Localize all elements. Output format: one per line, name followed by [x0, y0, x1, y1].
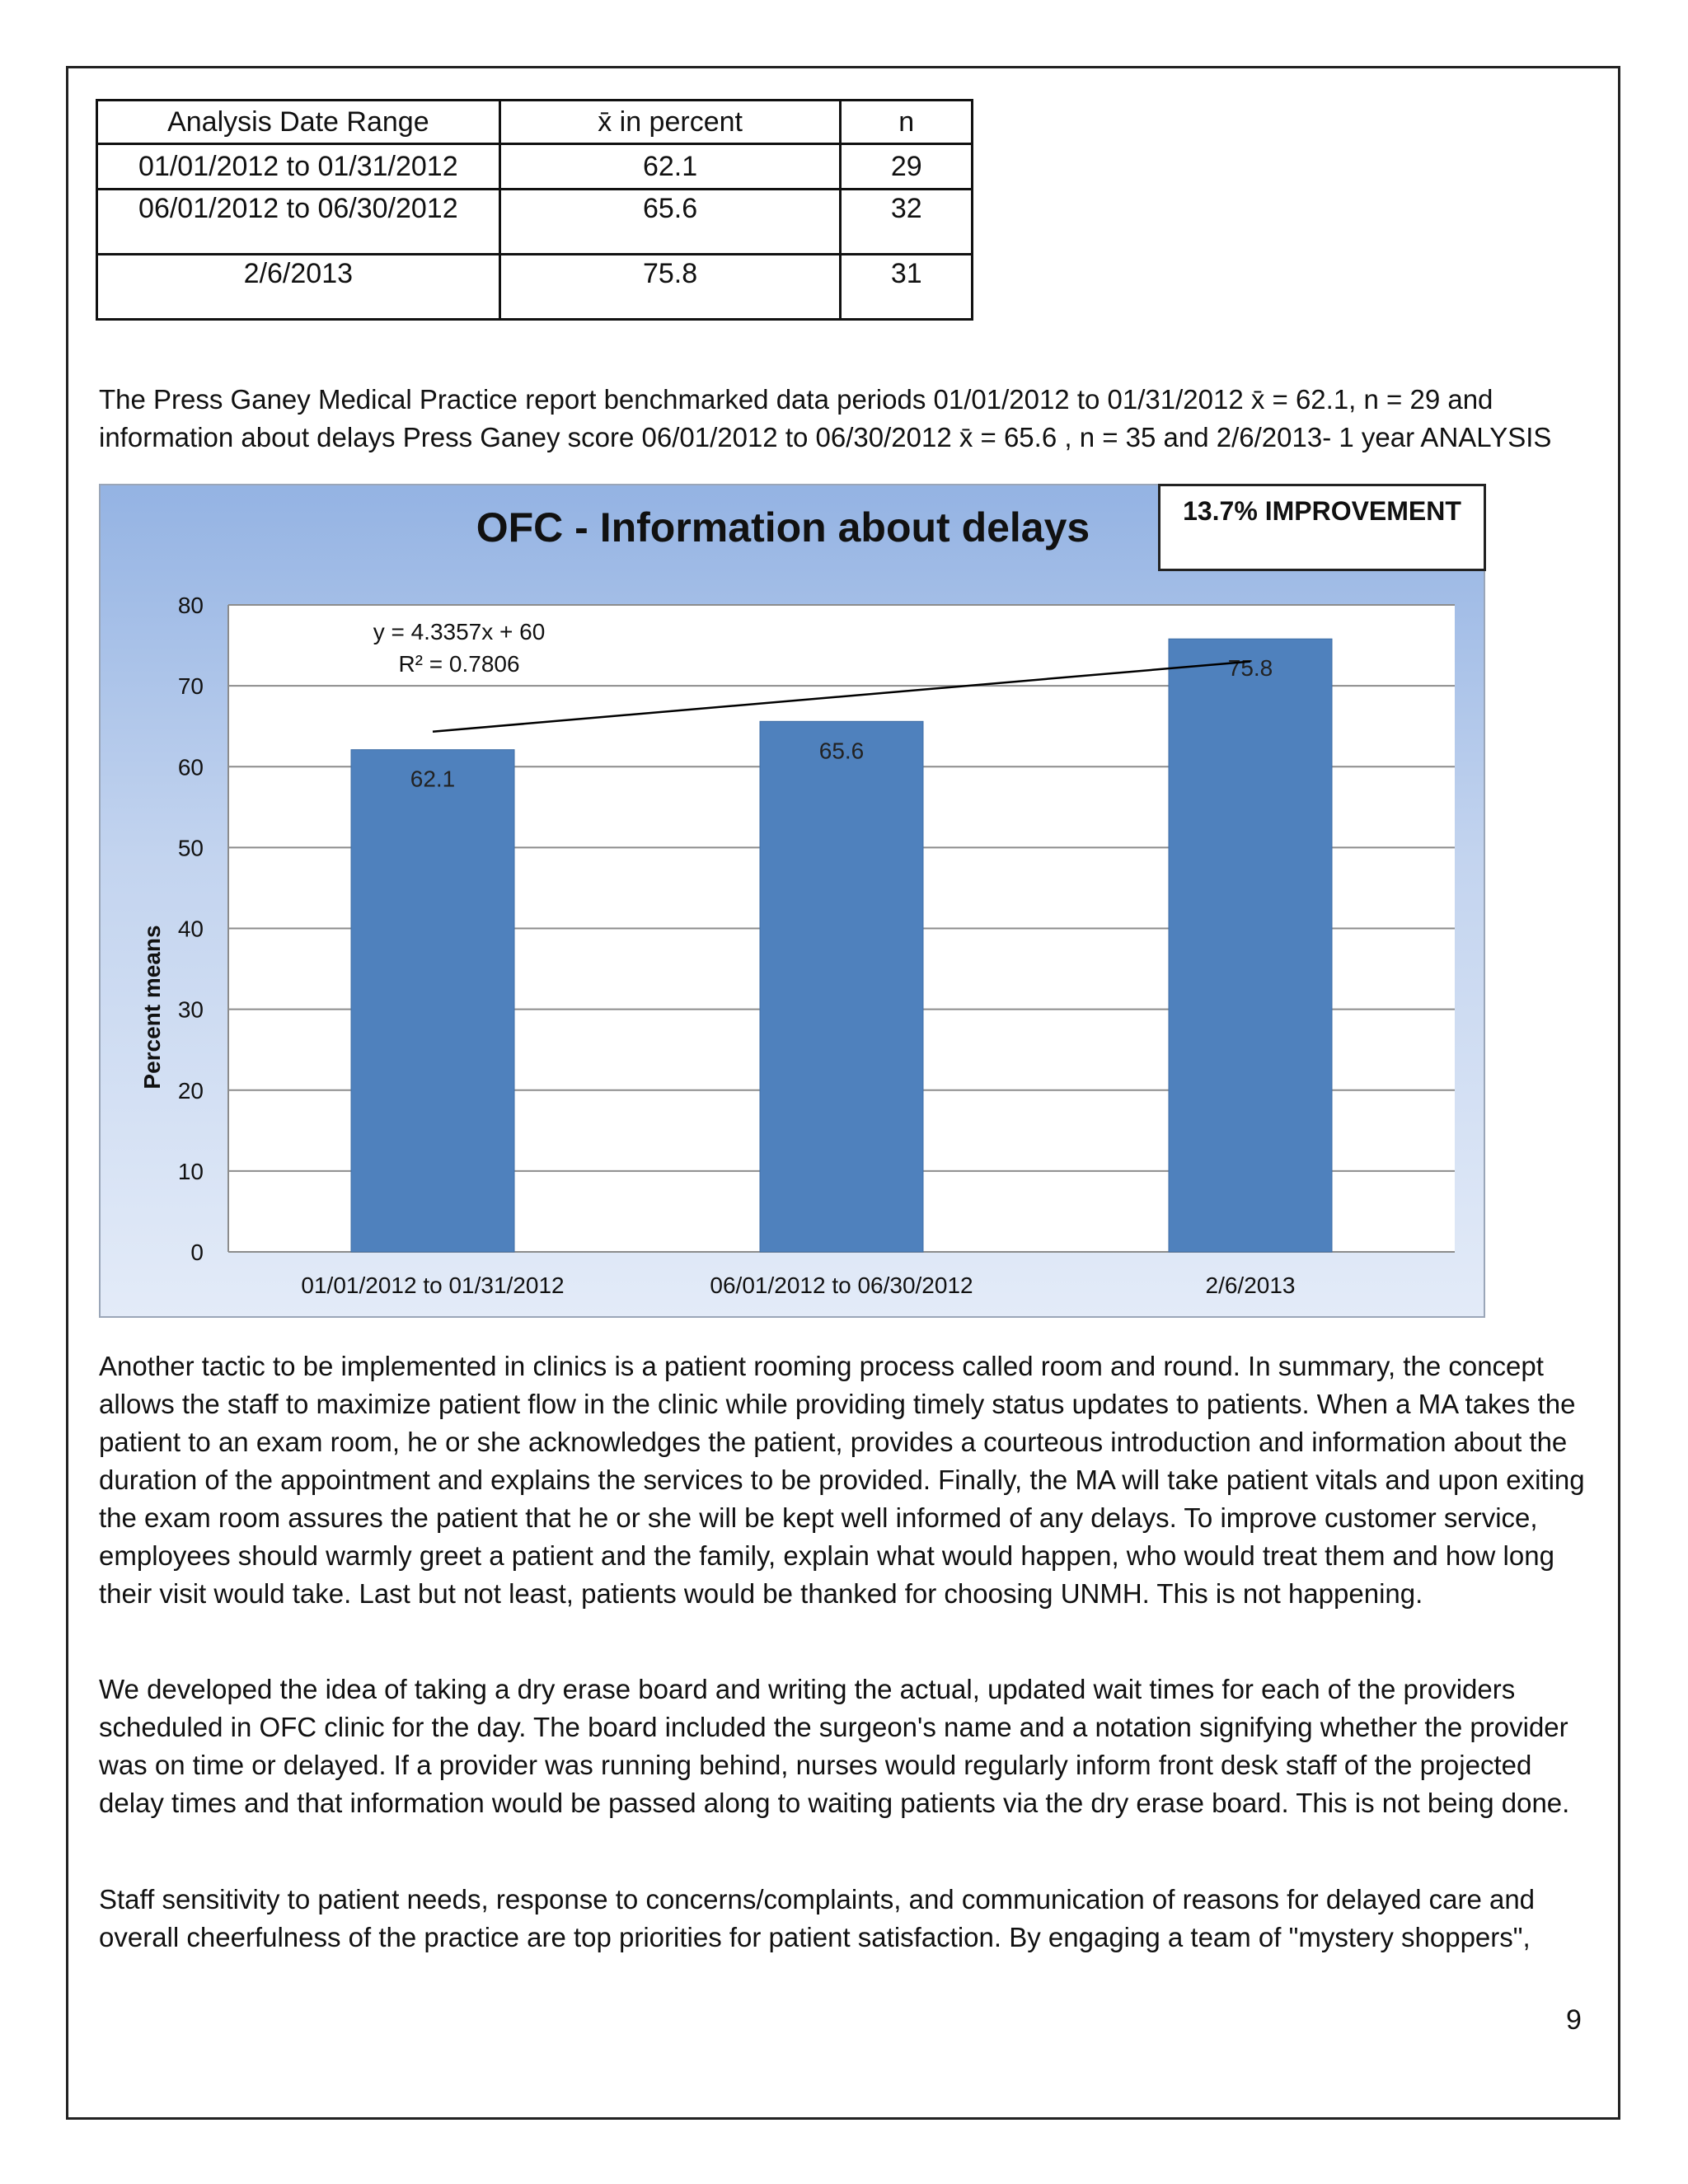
table-cell: 31 — [841, 255, 973, 320]
y-tick-label: 50 — [177, 835, 204, 861]
table-cell: 01/01/2012 to 01/31/2012 — [97, 144, 500, 190]
y-tick-label: 30 — [177, 996, 204, 1023]
trendline-equation: y = 4.3357x + 60 — [373, 619, 546, 644]
y-tick-label: 60 — [177, 754, 204, 780]
x-axis-ticks — [301, 1272, 1295, 1298]
table-row — [97, 144, 973, 190]
y-tick-label: 70 — [177, 673, 204, 700]
table-row — [97, 255, 973, 320]
bar-chart — [101, 485, 1487, 1319]
data-label: 75.8 — [1227, 655, 1273, 682]
y-tick-label: 80 — [177, 593, 204, 618]
improvement-callout: 13.7% IMPROVEMENT — [1158, 484, 1486, 571]
table-cell: 75.8 — [499, 255, 841, 320]
page-number: 9 — [1566, 2004, 1582, 2036]
x-tick-label: 06/01/2012 to 06/30/2012 — [710, 1272, 973, 1298]
table-cell: 65.6 — [499, 190, 841, 255]
y-tick-label: 40 — [177, 916, 204, 942]
body-paragraph: Another tactic to be implemented in clinics is a patient rooming process called room and round. In summary, the concept allows the staff to maximize patient flow in the clinic while providing timely status updates to patients. When a MA takes the patient to an exam room, he or she acknowledges the patient, provides a courteous introduction and information about the duration of the appointment and explains the services to be provided. Finally, the MA will take patient vitals and upon exiting the exam room assures the patient that he or she will be kept well informed of any delays. To improve customer service, employees should warmly greet a patient and the family, explain what would happen, who would treat them and how long their visit would take. Last but not least, patients would be thanked for choosing UNMH. This is not happening. — [99, 1351, 1585, 1609]
table-cell: 62.1 — [499, 144, 841, 190]
table-cell: 06/01/2012 to 06/30/2012 — [97, 190, 500, 255]
table-header-row — [97, 101, 973, 144]
bar — [351, 750, 514, 1252]
y-axis-label: Percent means — [139, 925, 165, 1090]
chart-panel — [99, 484, 1485, 1318]
column-header: x̄ in percent — [499, 101, 841, 144]
table-cell: 32 — [841, 190, 973, 255]
y-axis-ticks — [178, 593, 204, 1265]
data-label: 65.6 — [818, 738, 865, 764]
bar — [760, 721, 923, 1252]
intro-paragraph: The Press Ganey Medical Practice report benchmarked data periods 01/01/2012 to 01/31/2012 x̄ = 62.1, n = 29 and information about delays Press Ganey score 06/01/2012 to 06/30/2012 x̄ = 65.6 , n = 35 and 2/6/2013- 1 year ANALYSIS — [99, 384, 1552, 452]
column-header: n — [841, 101, 973, 144]
column-header: Analysis Date Range — [97, 101, 500, 144]
table-cell: 2/6/2013 — [97, 255, 500, 320]
x-tick-label: 2/6/2013 — [1205, 1272, 1296, 1298]
trendline-r-squared: R² = 0.7806 — [398, 651, 520, 677]
body-paragraph: Staff sensitivity to patient needs, response to concerns/complaints, and communication of reasons for delayed care and overall cheerfulness of the practice are top priorities for patient satisfaction. By engaging a team of "mystery shoppers", — [99, 1884, 1536, 1952]
x-tick-label: 01/01/2012 to 01/31/2012 — [301, 1272, 565, 1298]
summary-table — [96, 99, 973, 321]
body-paragraph: We developed the idea of taking a dry erase board and writing the actual, updated wait times for each of the providers scheduled in OFC clinic for the day. The board included the surgeon's name and a notation signifying whether the provider was on time or delayed. If a provider was running behind, nurses would regularly inform front desk staff of the projected delay times and that information would be passed along to waiting patients via the dry erase board. This is not being done. — [99, 1674, 1570, 1818]
y-tick-label: 10 — [177, 1158, 204, 1184]
y-tick-label: 0 — [190, 1240, 204, 1265]
bar — [1169, 639, 1332, 1252]
chart-title: OFC - Information about delays — [476, 504, 1090, 551]
table-cell: 29 — [841, 144, 973, 190]
data-label: 62.1 — [410, 766, 456, 792]
table-row — [97, 190, 973, 255]
y-tick-label: 20 — [177, 1077, 204, 1104]
